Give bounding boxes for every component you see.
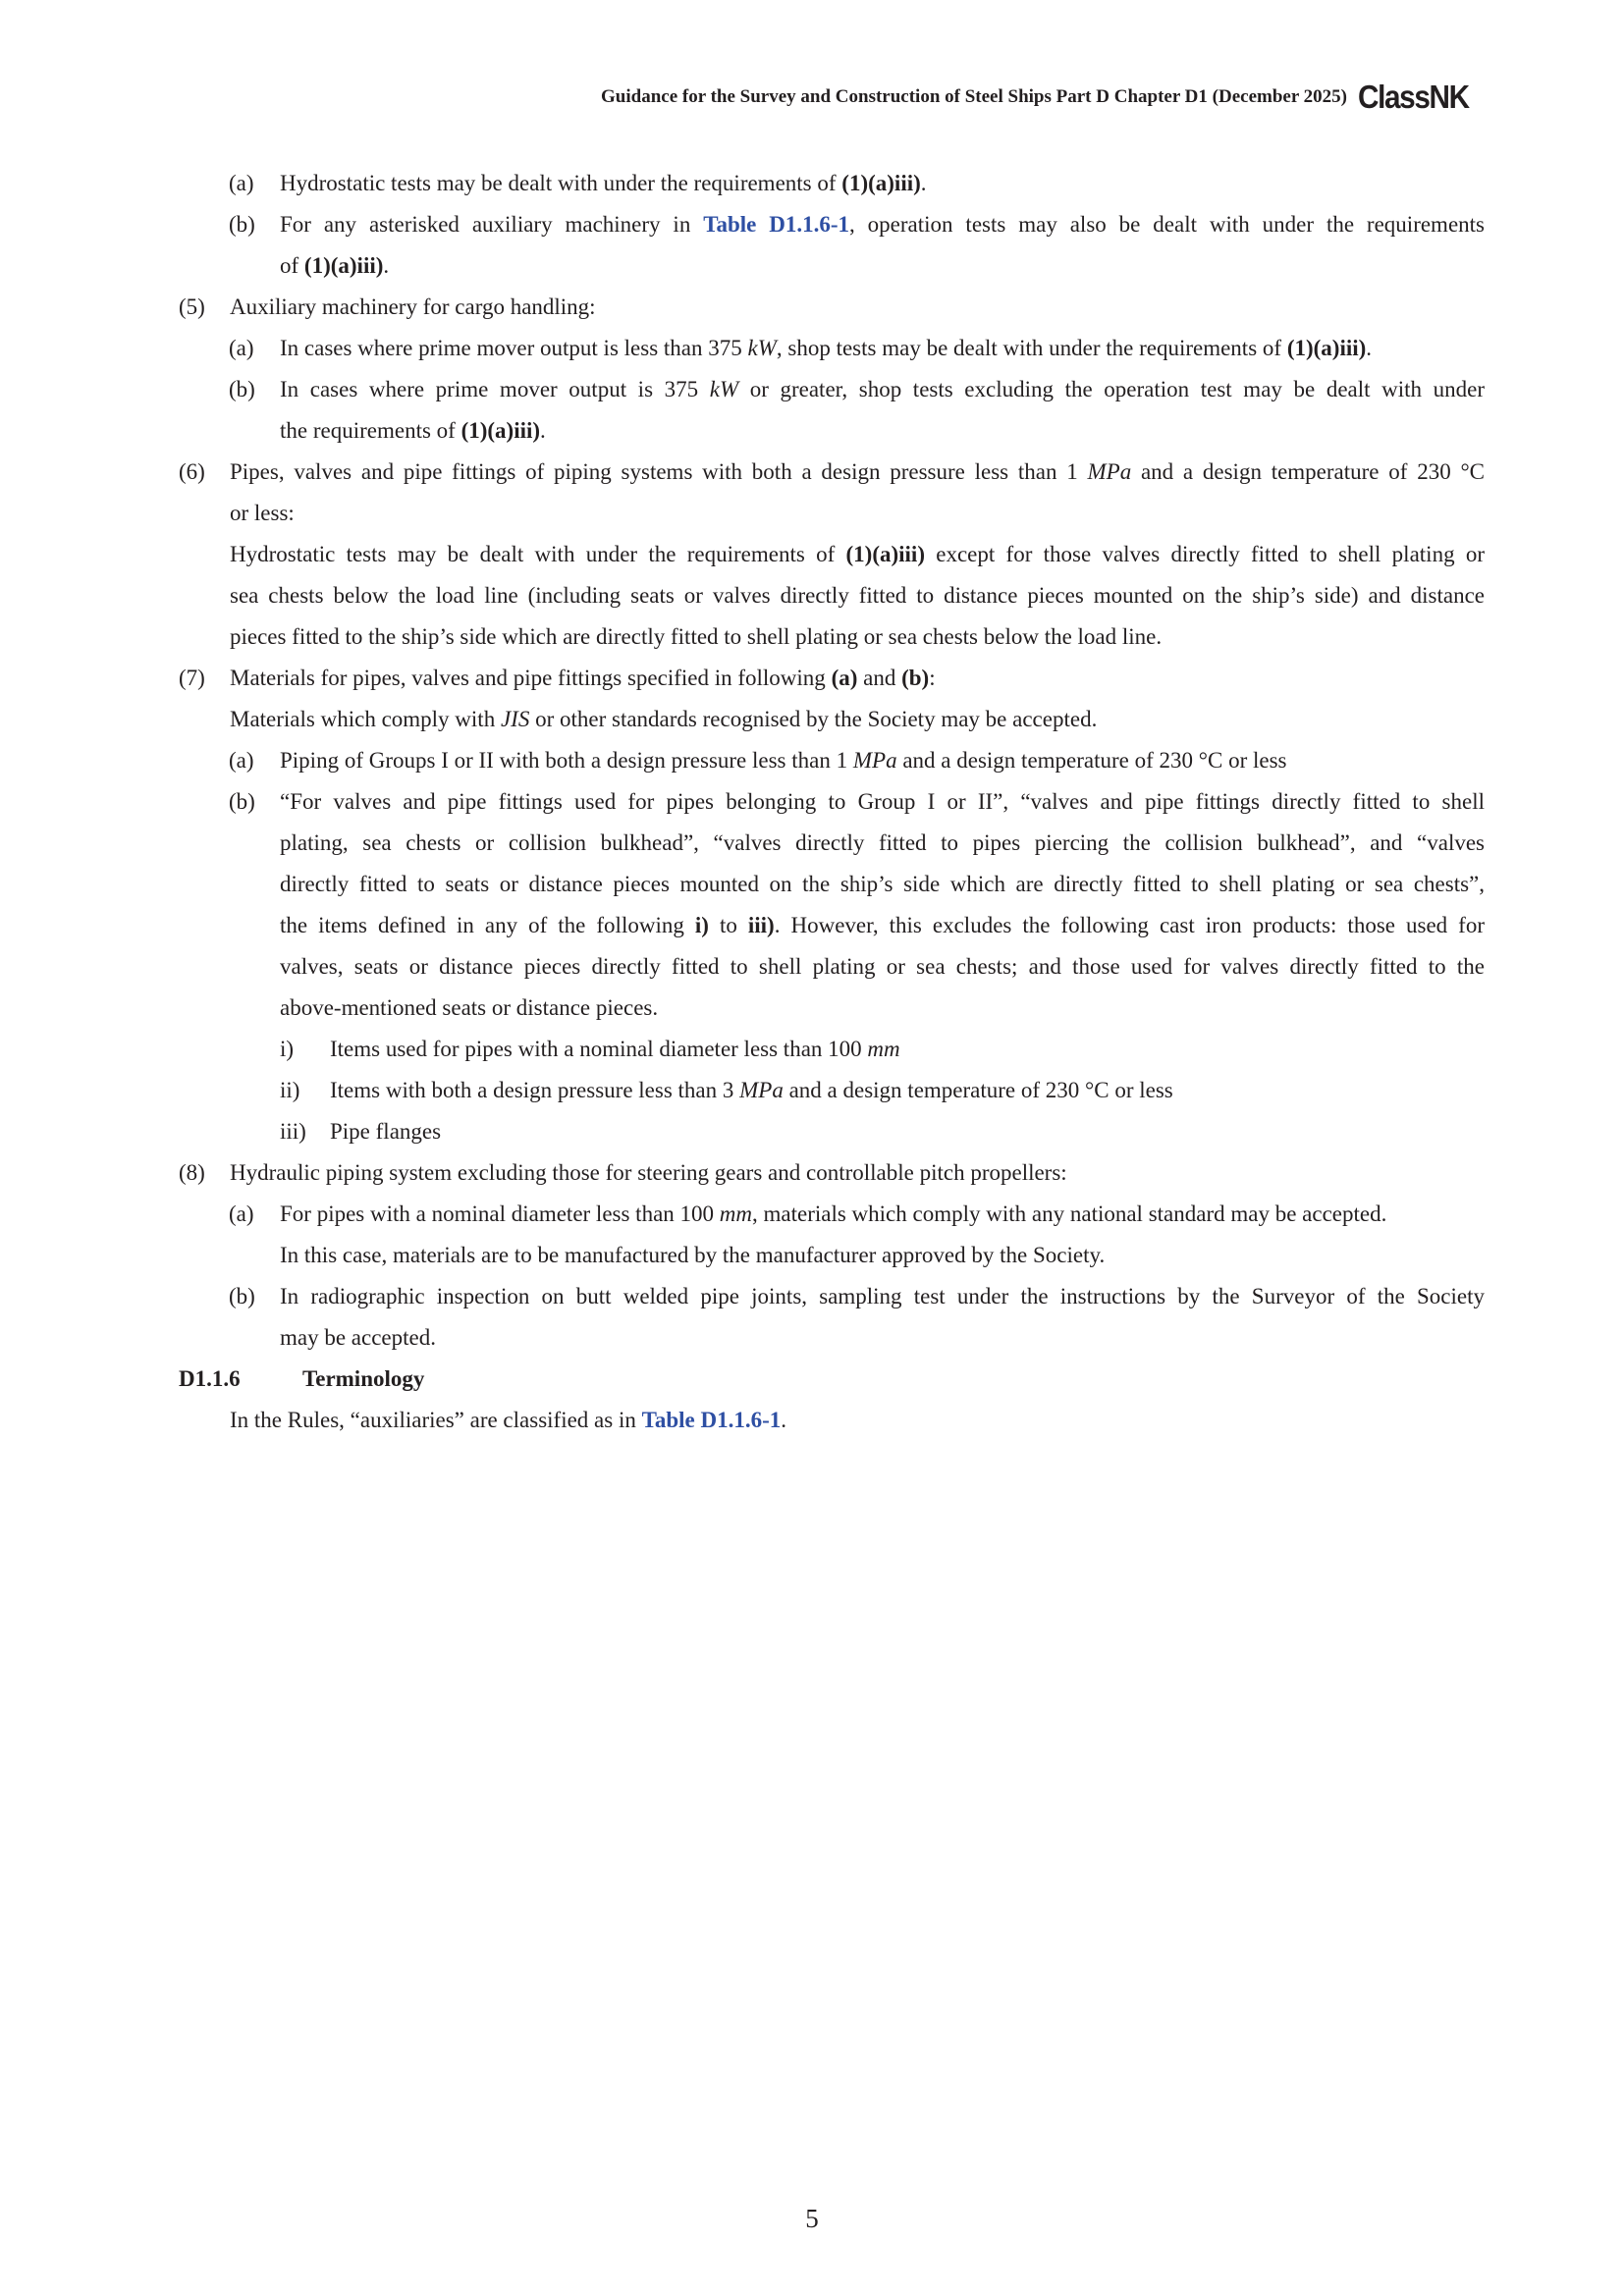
- rule-reference: (1)(a)iii): [303, 253, 384, 278]
- section-text: In the Rules, “auxiliaries” are classified as in Table D1.1.6-1.: [230, 1408, 786, 1432]
- item-label: (8): [179, 1160, 205, 1185]
- item-label: (b): [229, 377, 255, 401]
- unit: mm: [867, 1037, 900, 1061]
- item-label: (b): [229, 212, 255, 237]
- rule-reference: (a): [831, 666, 858, 690]
- item-7a-text: Piping of Groups I or II with both a design pressure less than 1 MPa and a design temperature of 230 °C or less: [280, 748, 1287, 773]
- item-6-paragraph-line3: pieces fitted to the ship’s side which are directly fitted to shell plating or sea chests below the load line.: [230, 624, 1163, 649]
- subitem-ii-text: Items with both a design pressure less than 3 MPa and a design temperature of 230 °C or less: [330, 1078, 1173, 1102]
- item-4b-text-cont: of (1)(a)iii).: [280, 253, 390, 278]
- unit: kW: [747, 336, 777, 360]
- table-link[interactable]: Table D1.1.6-1: [703, 212, 850, 237]
- rule-reference: (1)(a)iii): [460, 418, 541, 443]
- item-label: (a): [229, 1201, 254, 1226]
- item-7-paragraph: Materials which comply with JIS or other standards recognised by the Society may be accepted.: [230, 707, 1098, 731]
- unit: MPa: [852, 748, 897, 773]
- item-7-text: Materials for pipes, valves and pipe fittings specified in following (a) and (b):: [230, 666, 936, 690]
- item-7b-line3: directly fitted to seats or distance pieces mounted on the ship’s side which are directly fitted to shell plating or sea chests”,: [280, 872, 1485, 896]
- item-7b-line1: “For valves and pipe fittings used for pipes belonging to Group I or II”, “valves and pipe fittings directly fitted to shell: [280, 789, 1485, 814]
- subitem-label: iii): [280, 1119, 306, 1144]
- unit: MPa: [1087, 459, 1132, 484]
- rule-reference: (b): [901, 666, 930, 690]
- item-label: (a): [229, 748, 254, 773]
- unit: mm: [719, 1201, 753, 1226]
- item-8b-text-cont: may be accepted.: [280, 1325, 436, 1350]
- rule-reference: iii): [747, 913, 775, 937]
- item-label: (7): [179, 666, 205, 690]
- classnk-logo: ClassNK: [1358, 79, 1469, 115]
- item-6-paragraph-line2: sea chests below the load line (including seats or valves directly fitted to distance pieces mounted on the ship’s side) and distance: [230, 583, 1485, 608]
- item-4b-text: For any asterisked auxiliary machinery in Table D1.1.6-1, operation tests may also be dealt with under the requirements: [280, 212, 1486, 237]
- page-number: 5: [805, 2204, 819, 2233]
- item-4a-text: Hydrostatic tests may be dealt with under the requirements of (1)(a)iii).: [280, 171, 927, 195]
- item-6-text: Pipes, valves and pipe fittings of piping systems with both a design pressure less than 1 MPa and a design temperature of 230 °C: [230, 459, 1485, 484]
- rule-reference: i): [694, 913, 709, 937]
- standard-name: JIS: [500, 707, 530, 731]
- item-7b-line2: plating, sea chests or collision bulkhead”, “valves directly fitted to pipes piercing the collision bulkhead”, and “valves: [280, 830, 1485, 855]
- item-8a-text: For pipes with a nominal diameter less than 100 mm, materials which comply with any national standard may be accepted.: [280, 1201, 1387, 1226]
- item-5b-text: In cases where prime mover output is 375 kW or greater, shop tests excluding the operation test may be dealt with under: [280, 377, 1485, 401]
- item-5b-text-cont: the requirements of (1)(a)iii).: [280, 418, 546, 443]
- item-7b-line5: valves, seats or distance pieces directly fitted to shell plating or sea chests; and those used for valves directly fitted to the: [280, 954, 1485, 979]
- item-5-text: Auxiliary machinery for cargo handling:: [230, 294, 596, 319]
- item-label: (b): [229, 1284, 255, 1308]
- unit: kW: [709, 377, 739, 401]
- table-link[interactable]: Table D1.1.6-1: [641, 1408, 782, 1432]
- rule-reference: (1)(a)iii): [845, 542, 925, 566]
- item-label: (6): [179, 459, 205, 484]
- subitem-iii-text: Pipe flanges: [330, 1119, 442, 1144]
- subitem-label: i): [280, 1037, 295, 1061]
- item-8b-text: In radiographic inspection on butt welded pipe joints, sampling test under the instructions by the Surveyor of the Society: [280, 1284, 1485, 1308]
- item-7b-line4: the items defined in any of the following i) to iii). However, this excludes the following cast iron products: those used for: [280, 913, 1485, 937]
- item-6-paragraph: Hydrostatic tests may be dealt with under the requirements of (1)(a)iii) except for those valves directly fitted to shell plating or: [230, 542, 1485, 566]
- header-title: Guidance for the Survey and Construction of Steel Ships Part D Chapter D1 (December 2025): [601, 86, 1347, 107]
- item-8a-text-cont: In this case, materials are to be manufactured by the manufacturer approved by the Society.: [280, 1243, 1106, 1267]
- subitem-i-text: Items used for pipes with a nominal diameter less than 100 mm: [330, 1037, 900, 1061]
- page-header: [0, 79, 1624, 118]
- item-label: (a): [229, 336, 254, 360]
- rule-reference: (1)(a)iii): [841, 171, 921, 195]
- item-7b-line6: above-mentioned seats or distance pieces.: [280, 995, 659, 1020]
- item-label: (a): [229, 171, 254, 195]
- item-5a-text: In cases where prime mover output is less than 375 kW, shop tests may be dealt with under the requirements of (1)(a)iii).: [280, 336, 1373, 360]
- subitem-label: ii): [280, 1078, 300, 1102]
- item-8-text: Hydraulic piping system excluding those for steering gears and controllable pitch propellers:: [230, 1160, 1067, 1185]
- item-6-text-cont: or less:: [230, 501, 295, 525]
- section-title: Terminology: [302, 1366, 425, 1391]
- item-label: (5): [179, 294, 205, 319]
- section-number: D1.1.6: [179, 1366, 241, 1391]
- unit: MPa: [739, 1078, 784, 1102]
- item-label: (b): [229, 789, 255, 814]
- rule-reference: (1)(a)iii): [1286, 336, 1367, 360]
